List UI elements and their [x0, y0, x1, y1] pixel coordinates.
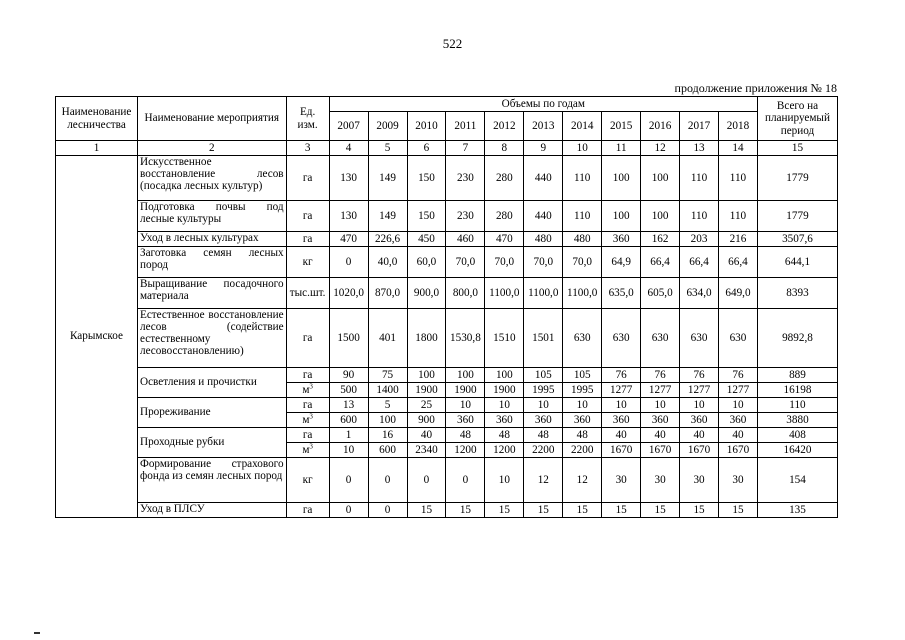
- value-cell: 48: [446, 428, 485, 443]
- value-cell: 1670: [641, 443, 680, 458]
- value-cell: 15: [680, 503, 719, 518]
- total-cell: 889: [757, 368, 837, 383]
- value-cell: 1277: [602, 383, 641, 398]
- total-cell: 644,1: [757, 247, 837, 278]
- header-year: 2014: [563, 112, 602, 141]
- value-cell: 360: [485, 413, 524, 428]
- value-cell: 630: [602, 309, 641, 368]
- value-cell: 440: [524, 201, 563, 232]
- measure-name: Уход в ПЛСУ: [137, 503, 286, 518]
- value-cell: 15: [602, 503, 641, 518]
- header-year: 2011: [446, 112, 485, 141]
- column-number: 14: [719, 141, 758, 156]
- header-year: 2010: [407, 112, 446, 141]
- value-cell: 100: [407, 368, 446, 383]
- value-cell: 203: [680, 232, 719, 247]
- value-cell: 1670: [680, 443, 719, 458]
- value-cell: 360: [719, 413, 758, 428]
- value-cell: 110: [680, 156, 719, 201]
- value-cell: 470: [485, 232, 524, 247]
- value-cell: 105: [524, 368, 563, 383]
- value-cell: 360: [680, 413, 719, 428]
- value-cell: 150: [407, 156, 446, 201]
- table-row: [56, 309, 838, 368]
- value-cell: 1100,0: [563, 278, 602, 309]
- value-cell: 1530,8: [446, 309, 485, 368]
- value-cell: 16: [368, 428, 407, 443]
- value-cell: 100: [446, 368, 485, 383]
- value-cell: 1277: [719, 383, 758, 398]
- unit-cell: $м^3$: [286, 413, 329, 428]
- value-cell: 130: [329, 156, 368, 201]
- unit-cell: га: [286, 398, 329, 413]
- value-cell: 1501: [524, 309, 563, 368]
- value-cell: 110: [719, 201, 758, 232]
- value-cell: 2200: [563, 443, 602, 458]
- value-cell: 1670: [602, 443, 641, 458]
- value-cell: 10: [524, 398, 563, 413]
- value-cell: 1500: [329, 309, 368, 368]
- value-cell: 15: [641, 503, 680, 518]
- column-number: 6: [407, 141, 446, 156]
- value-cell: 66,4: [719, 247, 758, 278]
- value-cell: 76: [641, 368, 680, 383]
- table-row: [56, 232, 838, 247]
- value-cell: 360: [602, 232, 641, 247]
- unit-cell: га: [286, 201, 329, 232]
- value-cell: 1020,0: [329, 278, 368, 309]
- value-cell: 15: [446, 503, 485, 518]
- value-cell: 440: [524, 156, 563, 201]
- value-cell: 149: [368, 156, 407, 201]
- header-measure: Наименование мероприятия: [137, 97, 286, 141]
- value-cell: 110: [563, 156, 602, 201]
- measure-name: Заготовка семян лесных пород: [137, 247, 286, 278]
- total-cell: 1779: [757, 201, 837, 232]
- measure-name: Выращивание посадочного материала: [137, 278, 286, 309]
- value-cell: 70,0: [446, 247, 485, 278]
- column-number: 7: [446, 141, 485, 156]
- value-cell: 60,0: [407, 247, 446, 278]
- total-cell: 16198: [757, 383, 837, 398]
- column-number: 8: [485, 141, 524, 156]
- header-row: [56, 97, 838, 112]
- total-cell: 1779: [757, 156, 837, 201]
- unit-cell: га: [286, 232, 329, 247]
- column-number: 15: [757, 141, 837, 156]
- value-cell: 10: [329, 443, 368, 458]
- column-number: 3: [286, 141, 329, 156]
- measure-name: Формирование страхового фонда из семян лесных пород: [137, 458, 286, 503]
- value-cell: 10: [719, 398, 758, 413]
- table-row: [56, 428, 838, 443]
- header-year: 2007: [329, 112, 368, 141]
- value-cell: 100: [641, 156, 680, 201]
- value-cell: 10: [680, 398, 719, 413]
- value-cell: 649,0: [719, 278, 758, 309]
- value-cell: 64,9: [602, 247, 641, 278]
- measure-name: Уход в лесных культурах: [137, 232, 286, 247]
- value-cell: 1400: [368, 383, 407, 398]
- total-cell: 135: [757, 503, 837, 518]
- header-year: 2017: [680, 112, 719, 141]
- value-cell: 15: [485, 503, 524, 518]
- value-cell: 149: [368, 201, 407, 232]
- value-cell: 870,0: [368, 278, 407, 309]
- column-number: 1: [56, 141, 138, 156]
- value-cell: 150: [407, 201, 446, 232]
- unit-cell: га: [286, 428, 329, 443]
- value-cell: 1100,0: [485, 278, 524, 309]
- value-cell: 1: [329, 428, 368, 443]
- value-cell: 605,0: [641, 278, 680, 309]
- value-cell: 1900: [446, 383, 485, 398]
- value-cell: 66,4: [680, 247, 719, 278]
- value-cell: 70,0: [524, 247, 563, 278]
- value-cell: 110: [563, 201, 602, 232]
- value-cell: 76: [719, 368, 758, 383]
- value-cell: 15: [563, 503, 602, 518]
- header-total: Всего на планируемый период: [757, 97, 837, 141]
- value-cell: 226,6: [368, 232, 407, 247]
- value-cell: 70,0: [485, 247, 524, 278]
- value-cell: 100: [602, 156, 641, 201]
- value-cell: 800,0: [446, 278, 485, 309]
- value-cell: 40: [407, 428, 446, 443]
- value-cell: 500: [329, 383, 368, 398]
- unit-cell: га: [286, 156, 329, 201]
- unit-cell: $м^3$: [286, 383, 329, 398]
- value-cell: 480: [524, 232, 563, 247]
- header-year: 2009: [368, 112, 407, 141]
- column-numbers-row: [56, 141, 838, 156]
- value-cell: 1200: [485, 443, 524, 458]
- value-cell: 66,4: [641, 247, 680, 278]
- value-cell: 634,0: [680, 278, 719, 309]
- value-cell: 105: [563, 368, 602, 383]
- value-cell: 1277: [641, 383, 680, 398]
- measure-name: Подготовка почвы под лесные культуры: [137, 201, 286, 232]
- table-row: [56, 368, 838, 383]
- header-year: 2016: [641, 112, 680, 141]
- value-cell: 360: [446, 413, 485, 428]
- table-row: [56, 278, 838, 309]
- value-cell: 30: [680, 458, 719, 503]
- value-cell: 360: [524, 413, 563, 428]
- value-cell: 100: [485, 368, 524, 383]
- measure-name: Осветления и прочистки: [137, 368, 286, 398]
- appendix-continuation: продолжение приложения № 18: [674, 81, 837, 95]
- value-cell: 1200: [446, 443, 485, 458]
- value-cell: 110: [719, 156, 758, 201]
- value-cell: 10: [485, 458, 524, 503]
- header-year: 2015: [602, 112, 641, 141]
- value-cell: 630: [719, 309, 758, 368]
- value-cell: 450: [407, 232, 446, 247]
- value-cell: 0: [407, 458, 446, 503]
- value-cell: 75: [368, 368, 407, 383]
- value-cell: 280: [485, 156, 524, 201]
- total-cell: 9892,8: [757, 309, 837, 368]
- value-cell: 40: [719, 428, 758, 443]
- value-cell: 1670: [719, 443, 758, 458]
- value-cell: 15: [407, 503, 446, 518]
- value-cell: 480: [563, 232, 602, 247]
- header-volumes: Объемы по годам: [329, 97, 757, 112]
- value-cell: 48: [524, 428, 563, 443]
- value-cell: 900,0: [407, 278, 446, 309]
- value-cell: 30: [719, 458, 758, 503]
- value-cell: 40: [680, 428, 719, 443]
- total-cell: 3880: [757, 413, 837, 428]
- header-year: 2018: [719, 112, 758, 141]
- value-cell: 1900: [485, 383, 524, 398]
- value-cell: 230: [446, 156, 485, 201]
- value-cell: 460: [446, 232, 485, 247]
- unit-cell: тыс.шт.: [286, 278, 329, 309]
- value-cell: 25: [407, 398, 446, 413]
- measure-name: Проходные рубки: [137, 428, 286, 458]
- value-cell: 1277: [680, 383, 719, 398]
- value-cell: 0: [329, 247, 368, 278]
- value-cell: 10: [446, 398, 485, 413]
- value-cell: 70,0: [563, 247, 602, 278]
- value-cell: 635,0: [602, 278, 641, 309]
- forestry-name: Карымское: [56, 156, 138, 518]
- header-unit: Ед. изм.: [286, 97, 329, 141]
- value-cell: 5: [368, 398, 407, 413]
- value-cell: 600: [368, 443, 407, 458]
- value-cell: 600: [329, 413, 368, 428]
- value-cell: 1995: [524, 383, 563, 398]
- value-cell: 900: [407, 413, 446, 428]
- value-cell: 15: [719, 503, 758, 518]
- unit-cell: $м^3$: [286, 443, 329, 458]
- total-cell: 8393: [757, 278, 837, 309]
- column-number: 10: [563, 141, 602, 156]
- unit-cell: кг: [286, 247, 329, 278]
- total-cell: 408: [757, 428, 837, 443]
- unit-cell: га: [286, 503, 329, 518]
- value-cell: 100: [641, 201, 680, 232]
- value-cell: 470: [329, 232, 368, 247]
- column-number: 11: [602, 141, 641, 156]
- column-number: 9: [524, 141, 563, 156]
- value-cell: 15: [524, 503, 563, 518]
- table-row: [56, 201, 838, 232]
- value-cell: 76: [680, 368, 719, 383]
- value-cell: 40: [641, 428, 680, 443]
- value-cell: 1100,0: [524, 278, 563, 309]
- value-cell: 100: [368, 413, 407, 428]
- value-cell: 40: [602, 428, 641, 443]
- header-forestry: Наименование лесничества: [56, 97, 138, 141]
- value-cell: 0: [329, 458, 368, 503]
- total-cell: 110: [757, 398, 837, 413]
- measure-name: Естественное восстановление лесов (содействие естественному лесовосстановлению): [137, 309, 286, 368]
- table-row: [56, 458, 838, 503]
- page-number: 522: [442, 36, 463, 51]
- header-year: 2013: [524, 112, 563, 141]
- table-row: [56, 503, 838, 518]
- value-cell: 10: [641, 398, 680, 413]
- table-row: [56, 247, 838, 278]
- value-cell: 13: [329, 398, 368, 413]
- value-cell: 130: [329, 201, 368, 232]
- value-cell: 12: [563, 458, 602, 503]
- value-cell: 401: [368, 309, 407, 368]
- column-number: 2: [137, 141, 286, 156]
- value-cell: 12: [524, 458, 563, 503]
- value-cell: 360: [602, 413, 641, 428]
- column-number: 5: [368, 141, 407, 156]
- value-cell: 10: [563, 398, 602, 413]
- unit-cell: га: [286, 309, 329, 368]
- value-cell: 110: [680, 201, 719, 232]
- value-cell: 1900: [407, 383, 446, 398]
- value-cell: 630: [680, 309, 719, 368]
- unit-cell: кг: [286, 458, 329, 503]
- value-cell: 1995: [563, 383, 602, 398]
- value-cell: 48: [485, 428, 524, 443]
- unit-cell: га: [286, 368, 329, 383]
- value-cell: 230: [446, 201, 485, 232]
- value-cell: 48: [563, 428, 602, 443]
- measure-name: Прореживание: [137, 398, 286, 428]
- header-year: 2012: [485, 112, 524, 141]
- value-cell: 630: [641, 309, 680, 368]
- value-cell: 76: [602, 368, 641, 383]
- value-cell: 360: [641, 413, 680, 428]
- value-cell: 10: [485, 398, 524, 413]
- value-cell: 216: [719, 232, 758, 247]
- forestry-measures-table: [55, 96, 838, 518]
- total-cell: 154: [757, 458, 837, 503]
- value-cell: 1800: [407, 309, 446, 368]
- table-row: [56, 398, 838, 413]
- value-cell: 10: [602, 398, 641, 413]
- column-number: 13: [680, 141, 719, 156]
- value-cell: 2340: [407, 443, 446, 458]
- table-row: [56, 156, 838, 201]
- value-cell: 0: [446, 458, 485, 503]
- value-cell: 2200: [524, 443, 563, 458]
- value-cell: 40,0: [368, 247, 407, 278]
- value-cell: 1510: [485, 309, 524, 368]
- value-cell: 162: [641, 232, 680, 247]
- value-cell: 100: [602, 201, 641, 232]
- value-cell: 0: [368, 458, 407, 503]
- value-cell: 90: [329, 368, 368, 383]
- value-cell: 0: [368, 503, 407, 518]
- value-cell: 0: [329, 503, 368, 518]
- column-number: 4: [329, 141, 368, 156]
- scan-artifact: [34, 632, 40, 634]
- measure-name: Искусственное восстановление лесов (посадка лесных культур): [137, 156, 286, 201]
- total-cell: 16420: [757, 443, 837, 458]
- value-cell: 30: [602, 458, 641, 503]
- value-cell: 630: [563, 309, 602, 368]
- total-cell: 3507,6: [757, 232, 837, 247]
- value-cell: 360: [563, 413, 602, 428]
- value-cell: 280: [485, 201, 524, 232]
- column-number: 12: [641, 141, 680, 156]
- value-cell: 30: [641, 458, 680, 503]
